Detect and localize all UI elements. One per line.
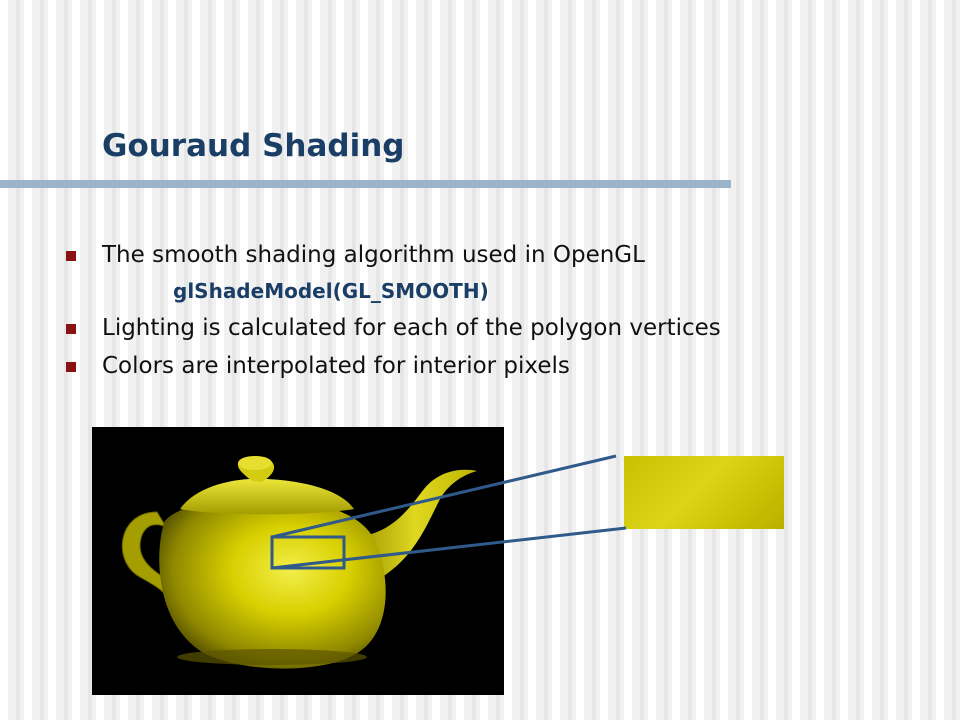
bullet-text: The smooth shading algorithm used in OpenGL: [102, 242, 645, 268]
bullet-text: Lighting is calculated for each of the polygon vertices: [102, 315, 721, 341]
zoom-leader-line-bottom: [272, 528, 626, 568]
zoom-leader-line-top: [272, 456, 616, 537]
bullet-text: Colors are interpolated for interior pixels: [102, 353, 570, 379]
slide-title: Gouraud Shading: [102, 128, 405, 164]
code-snippet: glShadeModel(GL_SMOOTH): [173, 279, 489, 303]
